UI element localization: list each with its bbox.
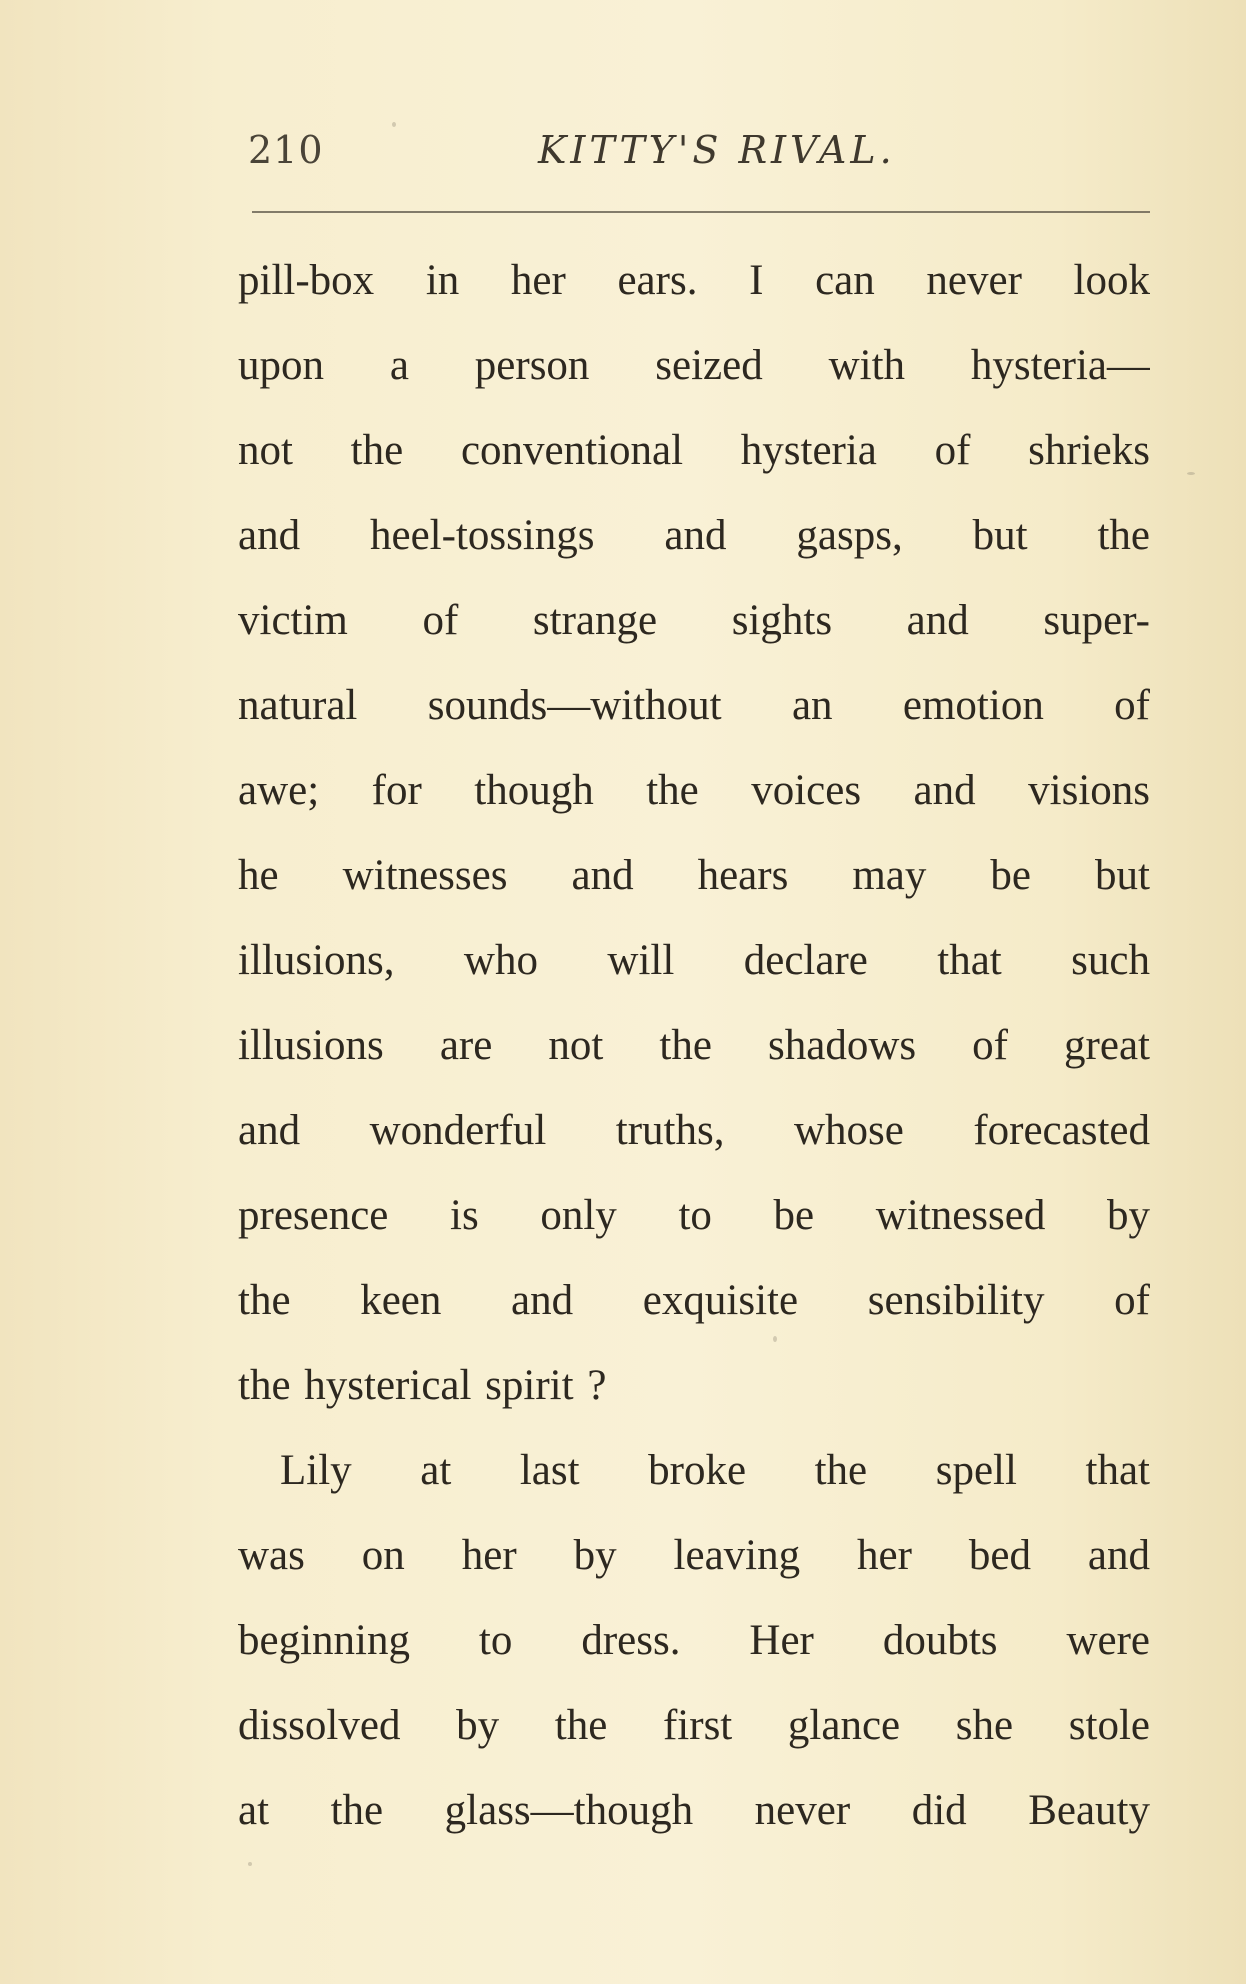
text-line: illusions are not the shadows of great bbox=[238, 1022, 1150, 1069]
paragraph-first-line: Lily at last broke the spell that bbox=[280, 1447, 1150, 1494]
text-line: dissolved by the first glance she stole bbox=[238, 1702, 1150, 1749]
text-line: and heel-tossings and gasps, but the bbox=[238, 512, 1150, 559]
text-line: not the conventional hysteria of shrieks bbox=[238, 427, 1150, 474]
paper-speck bbox=[1187, 472, 1195, 475]
text-line: was on her by leaving her bed and bbox=[238, 1532, 1150, 1579]
text-line: at the glass—though never did Beauty bbox=[238, 1787, 1150, 1834]
page-number: 210 bbox=[248, 128, 324, 172]
text-line: beginning to dress. Her doubts were bbox=[238, 1617, 1150, 1664]
text-line: the hysterical spirit ? bbox=[238, 1362, 607, 1409]
text-line: upon a person seized with hysteria— bbox=[238, 342, 1150, 389]
body-text bbox=[238, 238, 1150, 1853]
text-line: presence is only to be witnessed by bbox=[238, 1192, 1150, 1239]
text-line: he witnesses and hears may be but bbox=[238, 852, 1150, 899]
paper-speck bbox=[392, 122, 396, 127]
paper-speck bbox=[248, 1862, 252, 1866]
text-line: and wonderful truths, whose forecasted bbox=[238, 1107, 1150, 1154]
text-line: natural sounds—without an emotion of bbox=[238, 682, 1150, 729]
text-line: awe; for though the voices and visions bbox=[238, 767, 1150, 814]
running-title: KITTY'S RIVAL. bbox=[538, 128, 896, 172]
text-line: illusions, who will declare that such bbox=[238, 937, 1150, 984]
text-line: victim of strange sights and super- bbox=[238, 597, 1150, 644]
page-header bbox=[248, 128, 1148, 188]
header-rule bbox=[252, 211, 1150, 213]
text-line: pill-box in her ears. I can never look bbox=[238, 257, 1150, 304]
text-line: the keen and exquisite sensibility of bbox=[238, 1277, 1150, 1324]
paper-speck bbox=[773, 1336, 777, 1342]
